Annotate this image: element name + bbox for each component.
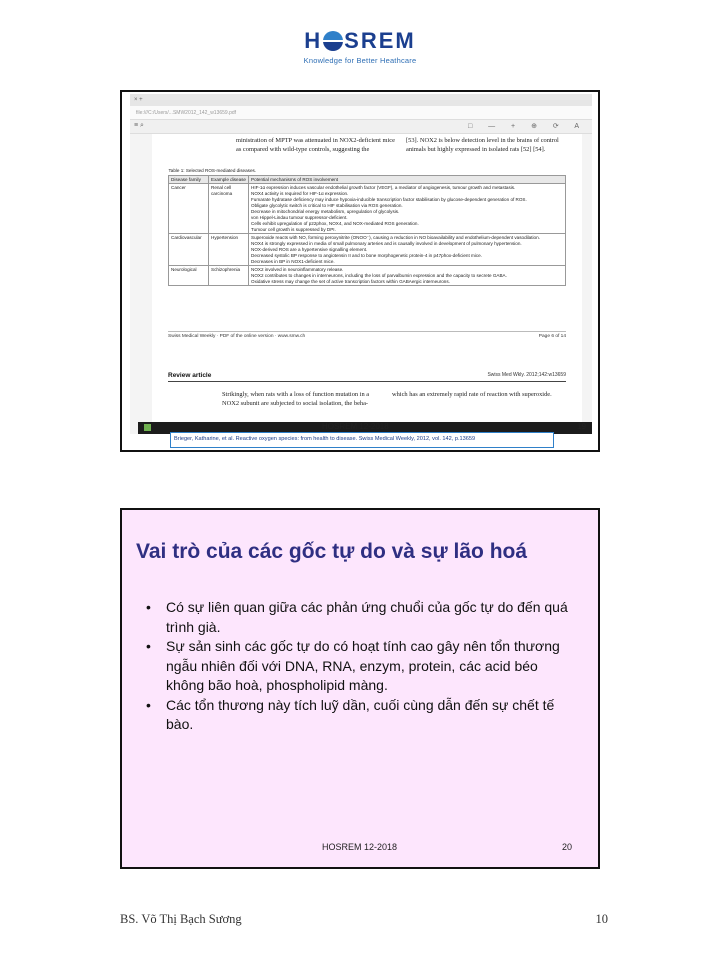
mechanism-line: Decreases in BP in NOX1-deficient mice. (251, 258, 335, 264)
mechanism-line: Obligate glycolytic switch is critical to HIF stabilisation via ROS generation. (251, 202, 403, 208)
mechanism-line: Superoxide reacts with NO, forming peroxynitrite (ONOO⁻), causing a reduction in NO bioavailability and endothelium-dependent vasodilation. (251, 234, 540, 240)
pdf-page-footer (168, 331, 566, 339)
pdf-page (152, 134, 582, 396)
logo-letter-h: H (304, 28, 323, 53)
browser-url-bar: file:///C:/Users/...SMW2012_142_w13659.pdf (130, 106, 592, 120)
list-item: • Sự sản sinh các gốc tự do có hoạt tính cao gây nên tổn thương ngẫu nhiên đối với DNA, RNA, enzym, protein, các acid béo không bão hoà, phospholipid màng. (146, 637, 576, 696)
author-name: BS. Võ Thị Bạch Sương (120, 912, 242, 926)
logo-letters-srem: SREM (344, 28, 416, 53)
slide-19 (120, 90, 600, 452)
ros-diseases-table (168, 168, 566, 286)
windows-start-icon (144, 424, 151, 431)
list-item: • Có sự liên quan giữa các phản ứng chuổi của gốc tự do đến quá trình già. (146, 598, 576, 637)
slide-number: 20 (562, 842, 573, 852)
slide-footer-label: HOSREM 12-2018 (322, 422, 389, 431)
text-col-1: Strikingly, when rats with a loss of function mutation in a NOX2 subunit are subjected to social isolation, the beha- (222, 391, 370, 407)
bullet-list (146, 598, 576, 735)
text-col-2: [53]. NOX2 is below detection level in the brains of control animals but highly expressed in isolated rats [52] [54]. (406, 137, 559, 153)
table-caption: Table 1: Selected ROS-mediated diseases. (168, 168, 257, 173)
table-row (169, 184, 566, 234)
mechanism-line: NOX2 contributes to changes in interneurons, including the loss of parvalbumin expression and the capacity to secrete GABA. (251, 272, 507, 278)
menu-search-icon: ≡ ⌕ (134, 122, 144, 129)
table-header: Potential mechanisms of ROS involvement (249, 176, 566, 184)
table-cell (249, 234, 566, 266)
logo-globe-icon (323, 31, 343, 51)
citation-box: Brieger, Katharine, et al. Reactive oxygen species: from health to disease. Swiss Medical Weekly, 2012, vol. 142, p.13659 (170, 432, 554, 448)
table-cell: Cancer (169, 184, 209, 234)
table-cell: Schizophrenia (209, 266, 249, 286)
text-col-1: ministration of MPTP was attenuated in NOX2-deficient mice as compared with wild-type controls, suggesting the (236, 137, 395, 153)
logo-wordmark (290, 28, 430, 54)
table-cell: Renal cell carcinoma (209, 184, 249, 234)
slide-20 (120, 508, 600, 869)
pdf-footer-left: Swiss Medical Weekly · PDF of the online version · www.smw.ch (168, 334, 306, 339)
review-header (168, 372, 566, 382)
hosrem-logo (290, 28, 430, 65)
mechanism-line: Fumarate hydratase deficiency may induce hypoxia-inducible transcription factor stabilisation by glucose-dependent generation of ROS. (251, 196, 527, 202)
browser-tab-bar: × + (130, 94, 592, 106)
mechanism-line: Cells exhibit upregulation of p22phox, NOX4, and NOX-mediated ROS generation. (251, 220, 419, 226)
review-label: Review article (168, 372, 212, 379)
mechanism-line: NOX-derived ROS are a hypertensive signalling element. (251, 246, 368, 252)
slide-title: Vai trò của các gốc tự do và sự lão hoá (136, 540, 528, 563)
table-header: Disease family (169, 176, 209, 184)
table-cell (249, 184, 566, 234)
mechanism-line: Tumour cell growth is suppressed by DPI. (251, 226, 336, 232)
mechanism-line: NOX2 involved in neuroinflammatory release. (251, 266, 344, 272)
pdf-tool-icons: □ — + ⊕ ⟳ A (467, 123, 586, 130)
mechanism-line: NOX4 is strongly expressed in media of small pulmonary arteries and is causally involved in development of pulmonary hypertension. (251, 240, 522, 246)
list-item: • Các tổn thương này tích luỹ dần, cuối cùng dẫn đến sự chết tế bào. (146, 696, 576, 735)
pdf-toolbar (130, 120, 592, 134)
review-ref: Swiss Med Wkly. 2012;142:w13659 (487, 372, 566, 378)
mechanism-line: von Hippel-Lindau tumour suppressor-deficient. (251, 214, 348, 220)
pdf-footer-right: Page 6 of 14 (538, 334, 566, 339)
mechanism-line: NOX4 activity is required for HIF-1α expression. (251, 190, 349, 196)
logo-tagline: Knowledge for Better Heathcare (303, 56, 417, 65)
table-row (169, 234, 566, 266)
table-cell: Cardiovascular (169, 234, 209, 266)
slide-footer-label: HOSREM 12-2018 (322, 842, 398, 852)
table-cell (249, 266, 566, 286)
table-cell: Neurological (169, 266, 209, 286)
mechanism-line: Oxidative stress may change the set of active transcription factors within GABAergic interneurons. (251, 278, 450, 284)
pdf-screenshot (130, 94, 592, 434)
mechanism-line: HIF-1α expression induces vascular endothelial growth factor (VEGF), a mediator of angiogenesis, tumour growth and metastasis. (251, 184, 516, 190)
table-row (169, 266, 566, 286)
table-cell: Hypertension (209, 234, 249, 266)
page-number: 10 (595, 912, 608, 926)
mechanism-line: Decreased systolic BP response to angiotensin II and to bone morphogenetic protein-4 in p47phox-deficient mice. (251, 252, 483, 258)
text-col-2: which has an extremely rapid rate of reaction with superoxide. (392, 391, 552, 398)
mechanism-line: Decrease in mitochondrial energy metabolism, upregulation of glycolysis. (251, 208, 400, 214)
table-header: Example disease (209, 176, 249, 184)
slide-number: 19 (577, 422, 586, 431)
